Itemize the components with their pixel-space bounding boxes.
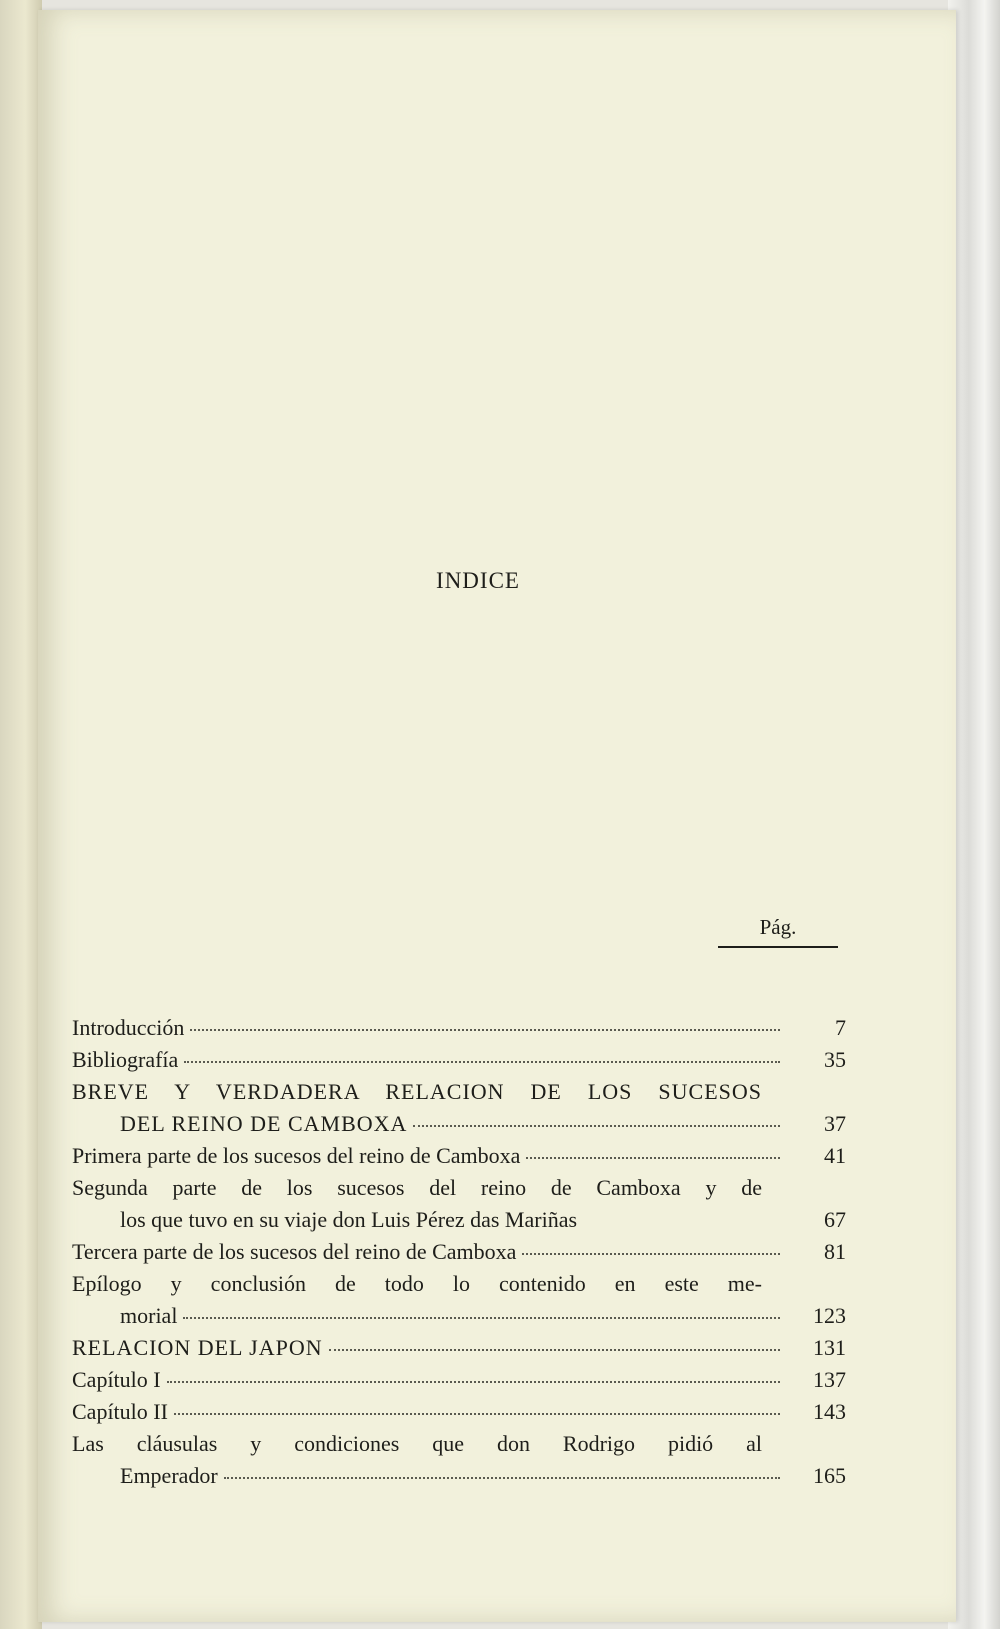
toc-entry-text: Epílogo y conclusión de todo lo contenido en este me-	[72, 1271, 762, 1296]
toc-entry-text: RELACION DEL JAPON	[72, 1335, 323, 1360]
dot-leader	[522, 1253, 780, 1255]
toc-entry-text: BREVE Y VERDADERA RELACION DE LOS SUCESOS	[72, 1079, 762, 1104]
toc-entry-text: morial	[120, 1303, 178, 1328]
toc-entry	[72, 1239, 846, 1271]
toc-page-number: 143	[813, 1399, 846, 1424]
toc-entry	[72, 1367, 846, 1399]
dot-leader	[224, 1477, 780, 1479]
toc-page-number: 123	[813, 1303, 846, 1328]
toc-entry	[72, 1015, 846, 1047]
toc-entry-text: Primera parte de los sucesos del reino de Camboxa	[72, 1143, 521, 1168]
toc-entry-line2	[72, 1111, 846, 1143]
dot-leader	[174, 1413, 780, 1415]
toc-entry-line2	[72, 1207, 846, 1239]
toc-page-number: 7	[835, 1015, 846, 1040]
toc-entry-text: Capítulo I	[72, 1367, 161, 1392]
toc-entry-line1	[72, 1175, 846, 1207]
dot-leader	[329, 1349, 780, 1351]
toc-entry-line1	[72, 1271, 846, 1303]
toc-entry-text: Segunda parte de los sucesos del reino de Camboxa y de	[72, 1175, 762, 1200]
toc-page-number: 41	[824, 1143, 846, 1168]
toc-page-number: 67	[824, 1207, 846, 1232]
dot-leader	[184, 1061, 780, 1063]
dot-leader	[183, 1317, 780, 1319]
dot-leader	[526, 1157, 780, 1159]
toc-entry-line2	[72, 1463, 846, 1495]
toc-entry-text: Tercera parte de los sucesos del reino de Camboxa	[72, 1239, 517, 1264]
toc-page-number: 81	[824, 1239, 846, 1264]
toc-entry-line1	[72, 1079, 846, 1111]
toc-entry-text: Las cláusulas y condiciones que don Rodrigo pidió al	[72, 1431, 762, 1456]
adjacent-page-edge	[0, 0, 42, 1629]
dot-leader	[413, 1125, 780, 1127]
toc-entry-text: Capítulo II	[72, 1399, 168, 1424]
toc-entry-text: Introducción	[72, 1015, 185, 1040]
toc-entry	[72, 1399, 846, 1431]
toc-page-number: 37	[824, 1111, 846, 1136]
toc-entry-line2	[72, 1303, 846, 1335]
index-title: INDICE	[436, 568, 520, 593]
toc-entry	[72, 1335, 846, 1367]
table-of-contents	[72, 1015, 846, 1495]
toc-entry-text: Emperador	[120, 1463, 218, 1488]
toc-page-number: 137	[813, 1367, 846, 1392]
toc-page-number: 165	[813, 1463, 846, 1488]
toc-entry-line1	[72, 1431, 846, 1463]
dot-leader	[167, 1381, 780, 1383]
toc-entry	[72, 1047, 846, 1079]
toc-page-number: 35	[824, 1047, 846, 1072]
toc-entry-text: DEL REINO DE CAMBOXA	[120, 1111, 408, 1136]
toc-entry-text: Bibliografía	[72, 1047, 179, 1072]
page-column-header: Pág.	[718, 915, 838, 948]
toc-entry-text: los que tuvo en su viaje don Luis Pérez das Mariñas	[120, 1207, 578, 1232]
toc-entry	[72, 1143, 846, 1175]
book-page	[38, 10, 956, 1622]
toc-page-number: 131	[813, 1335, 846, 1360]
dot-leader	[190, 1029, 780, 1031]
